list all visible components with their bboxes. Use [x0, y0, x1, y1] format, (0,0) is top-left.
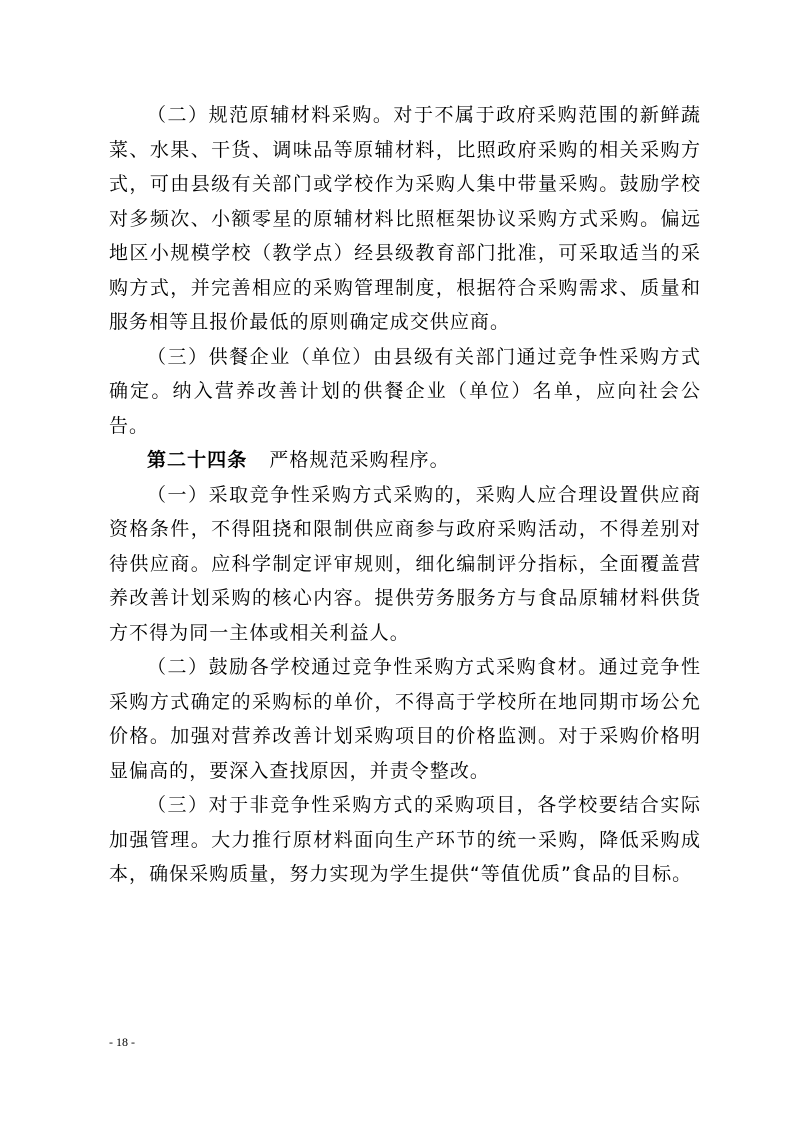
paragraph-competitive-procurement: （一）采取竞争性采购方式采购的，采购人应合理设置供应商资格条件，不得阻挠和限制供应商参与政府采购活动，不得差别对待供应商。应科学制定评审规则，细化编制评分指标，全面覆盖营养改善计划采购的核心内容。提供劳务服务方与食品原辅材料供货方不得为同一主体或相关利益人。: [109, 483, 701, 644]
article-title: 严格规范采购程序。: [269, 449, 450, 471]
paragraph-ingredient-procurement: （二）鼓励各学校通过竞争性采购方式采购食材。通过竞争性采购方式确定的采购标的单价，不得高于学校所在地同期市场公允价格。加强对营养改善计划采购项目的价格监测。对于采购价格明显偏高的，要深入查找原因，并责令整改。: [109, 656, 701, 782]
paragraph-raw-materials: （二）规范原辅材料采购。对于不属于政府采购范围的新鲜蔬菜、水果、干货、调味品等原辅材料，比照政府采购的相关采购方式，可由县级有关部门或学校作为采购人集中带量采购。鼓励学校对多频次、小额零星的原辅材料比照框架协议采购方式采购。偏远地区小规模学校（教学点）经县级教育部门批准，可采取适当的采购方式，并完善相应的采购管理制度，根据符合采购需求、质量和服务相等且报价最低的原则确定成交供应商。: [109, 104, 701, 333]
paragraph-non-competitive: （三）对于非竞争性采购方式的采购项目，各学校要结合实际加强管理。大力推行原材料面向生产环节的统一采购，降低采购成本，确保采购质量，努力实现为学生提供“等值优质”食品的目标。: [109, 794, 701, 885]
paragraph-catering-enterprise: （三）供餐企业（单位）由县级有关部门通过竞争性采购方式确定。纳入营养改善计划的供餐企业（单位）名单，应向社会公告。: [109, 345, 701, 437]
article-number: 第二十四条: [147, 449, 248, 471]
page-number: - 18 -: [109, 1035, 135, 1049]
document-body: [109, 98, 701, 892]
article-24: [109, 443, 701, 478]
